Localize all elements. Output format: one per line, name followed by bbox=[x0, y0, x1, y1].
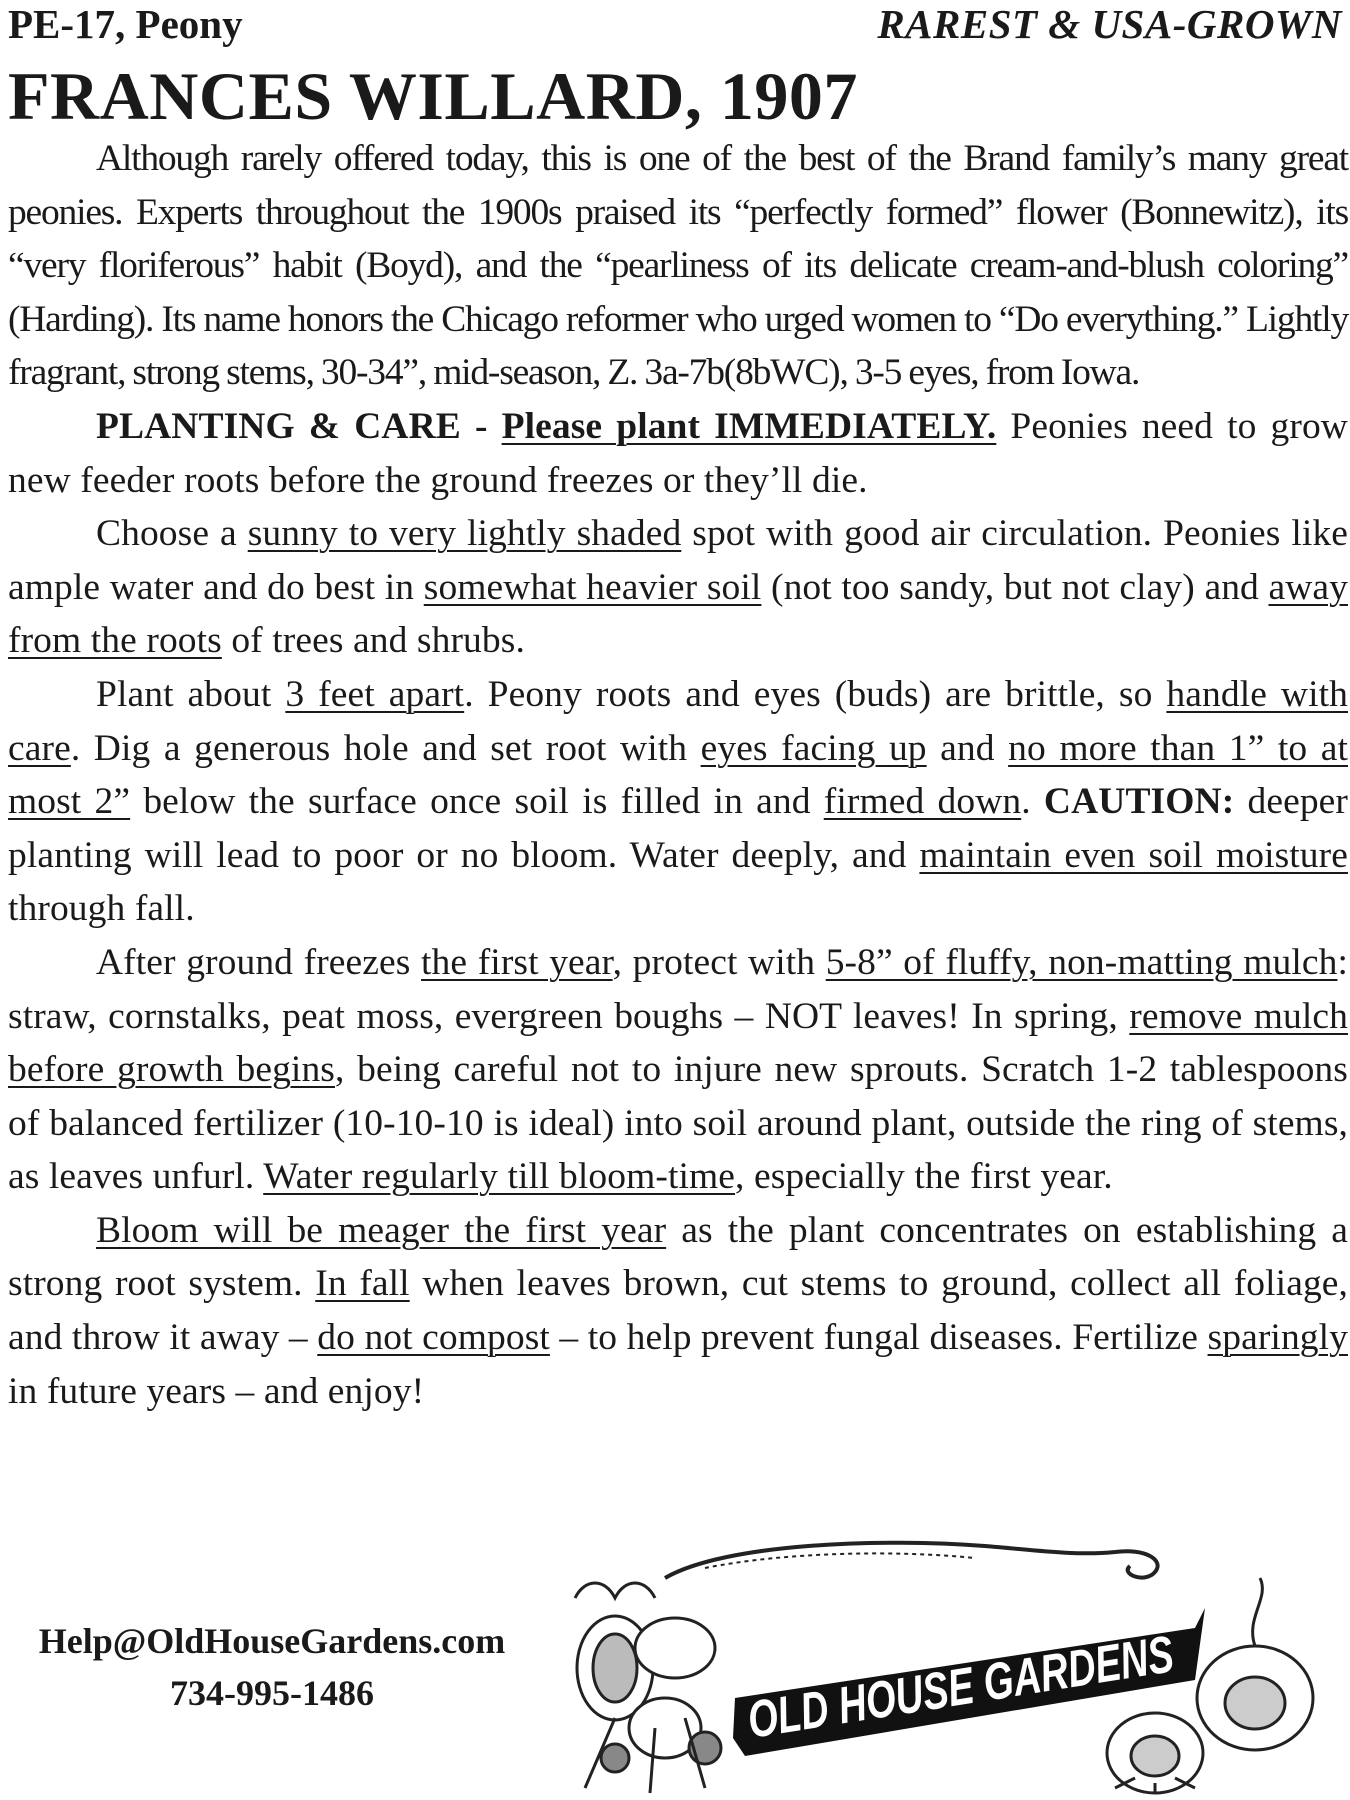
care-paragraph-3: Plant about 3 feet apart. Peony roots and eyes (buds) are brittle, so handle with care. Dig a generous hole and set root with eyes facing up and no more than 1” to at most 2” below the surface once soil is filled in and firmed down. CAUTION: deeper planting will lead to poor or no bloom. Water deeply, and maintain even soil moisture through fall. bbox=[8, 673, 1349, 930]
old-house-gardens-logo bbox=[555, 1538, 1345, 1800]
care-paragraph-1: PLANTING & CARE - Please plant IMMEDIATELY. Peonies need to grow new feeder roots before the ground freezes or they’ll die. bbox=[8, 405, 1348, 501]
bouquet-icon bbox=[575, 1583, 721, 1793]
tagline: RAREST & USA-GROWN bbox=[877, 1, 1342, 47]
plant-immediately-note: Please plant IMMEDIATELY. bbox=[501, 405, 997, 447]
caution-label: CAUTION: bbox=[1043, 781, 1235, 823]
card-body bbox=[8, 132, 1348, 1418]
product-code: PE-17, Peony bbox=[8, 1, 243, 47]
phone-number: 734-995-1486 bbox=[170, 1673, 374, 1713]
description-paragraph: Although rarely offered today, this is one of the best of the Brand family’s many great peonies. Experts throughout the 1900s praised its “perfectly formed” flower (Bonnewitz), its “very floriferous” habit (Boyd), and the “pearliness of its delicate cream-and-blush coloring” (Harding). Its name honors the Chicago reformer who urged women to “Do everything.” Lightly fragrant, strong stems, 30-34”, mid-season, Z. 3a-7b(8bWC), 3-5 eyes, from Iowa. bbox=[8, 138, 1348, 394]
variety-title: FRANCES WILLARD, 1907 bbox=[8, 58, 858, 134]
care-paragraph-5: Bloom will be meager the first year as the plant concentrates on establishing a strong root system. In fall when leaves brown, cut stems to ground, collect all foliage, and throw it away – do not compost – to help prevent fungal diseases. Fertilize sparingly in future years – and enjoy! bbox=[8, 1209, 1349, 1412]
email-link[interactable]: Help@OldHouseGardens.com bbox=[38, 1621, 506, 1661]
care-heading: PLANTING & CARE bbox=[96, 405, 461, 447]
scroll-ornament-icon bbox=[665, 1543, 1158, 1578]
care-paragraph-2: Choose a sunny to very lightly shaded spot with good air circulation. Peonies like ample water and do best in somewhat heavier soil (not too sandy, but not clay) and away from the roots of trees and shrubs. bbox=[8, 513, 1349, 662]
care-heading-separator: - bbox=[460, 405, 502, 447]
logo-wordmark: OLD HOUSE GARDENS bbox=[743, 1601, 1330, 1750]
header bbox=[8, 0, 1342, 48]
care-paragraph-4: After ground freezes the first year, protect with 5-8” of fluffy, non-matting mulch: straw, cornstalks, peat moss, evergreen boughs – NOT leaves! In spring, remove mulch before growth begins, being careful not to injure new sprouts. Scratch 1-2 tablespoons of balanced fertilizer (10-10-10 is ideal) into soil around plant, outside the ring of stems, as leaves unfurl. Water regularly till bloom-time, especially the first year. bbox=[8, 941, 1348, 1198]
contact-block bbox=[12, 1615, 532, 1719]
